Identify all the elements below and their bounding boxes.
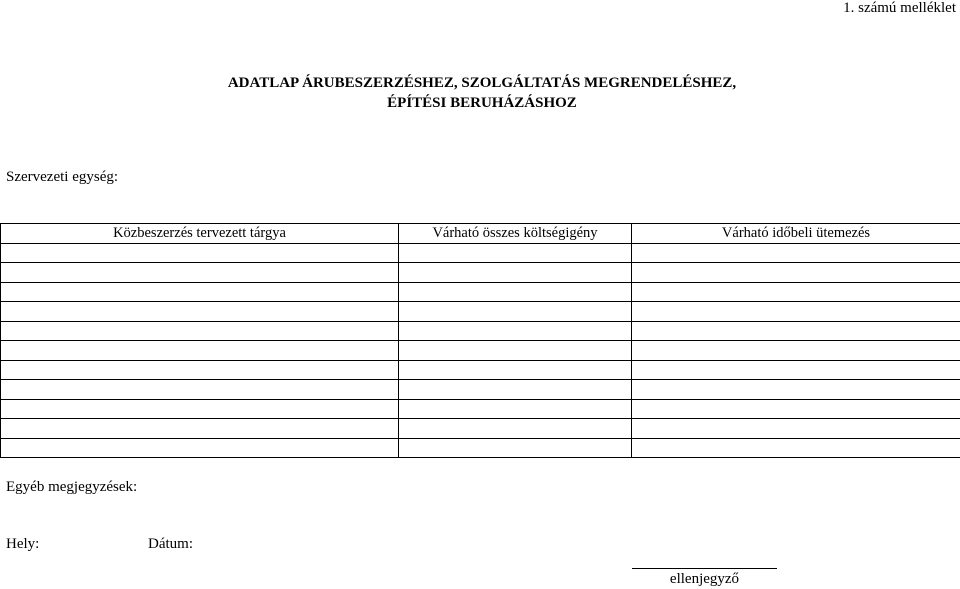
table-row bbox=[1, 302, 960, 322]
table-cell[interactable] bbox=[399, 380, 632, 400]
table-cell[interactable] bbox=[632, 282, 960, 302]
table-cell[interactable] bbox=[1, 341, 399, 361]
table-cell[interactable] bbox=[632, 302, 960, 322]
table-body bbox=[1, 243, 960, 458]
table-cell[interactable] bbox=[632, 341, 960, 361]
date-label: Dátum: bbox=[148, 536, 193, 552]
table-cell[interactable] bbox=[632, 360, 960, 380]
table-cell[interactable] bbox=[632, 321, 960, 341]
table-cell[interactable] bbox=[399, 243, 632, 263]
table-cell[interactable] bbox=[1, 321, 399, 341]
table-cell[interactable] bbox=[632, 243, 960, 263]
table-cell[interactable] bbox=[399, 341, 632, 361]
table-row bbox=[1, 380, 960, 400]
table-cell[interactable] bbox=[399, 419, 632, 439]
table-row bbox=[1, 263, 960, 283]
table-cell[interactable] bbox=[399, 360, 632, 380]
table-cell[interactable] bbox=[632, 399, 960, 419]
form-title-line-1: ADATLAP ÁRUBESZERZÉSHEZ, SZOLGÁLTATÁS MEGRENDELÉSHEZ, bbox=[227, 75, 737, 91]
table-cell[interactable] bbox=[1, 380, 399, 400]
table-row bbox=[1, 399, 960, 419]
table-cell[interactable] bbox=[1, 282, 399, 302]
table-cell[interactable] bbox=[399, 282, 632, 302]
organizational-unit-label: Szervezeti egység: bbox=[6, 169, 119, 185]
table-cell[interactable] bbox=[399, 399, 632, 419]
table-row bbox=[1, 243, 960, 263]
signature-line bbox=[632, 568, 777, 569]
table-cell[interactable] bbox=[632, 380, 960, 400]
table-cell[interactable] bbox=[632, 419, 960, 439]
table-row bbox=[1, 341, 960, 361]
table-cell[interactable] bbox=[1, 243, 399, 263]
signature-label: ellenjegyző bbox=[669, 571, 740, 587]
table-cell[interactable] bbox=[632, 263, 960, 283]
table-cell[interactable] bbox=[1, 399, 399, 419]
table-row bbox=[1, 360, 960, 380]
table-cell[interactable] bbox=[399, 321, 632, 341]
table-row bbox=[1, 321, 960, 341]
form-title-line-2: ÉPÍTÉSI BERUHÁZÁSHOZ bbox=[387, 95, 577, 111]
column-header-schedule: Várható időbeli ütemezés bbox=[632, 224, 960, 244]
table-row bbox=[1, 419, 960, 439]
place-label: Hely: bbox=[6, 536, 40, 552]
table-cell[interactable] bbox=[1, 438, 399, 458]
annex-label: 1. számú melléklet bbox=[843, 0, 956, 16]
table-cell[interactable] bbox=[1, 263, 399, 283]
table-cell[interactable] bbox=[1, 302, 399, 322]
table-cell[interactable] bbox=[399, 438, 632, 458]
table-row bbox=[1, 282, 960, 302]
table-cell[interactable] bbox=[399, 302, 632, 322]
column-header-subject: Közbeszerzés tervezett tárgya bbox=[1, 224, 399, 244]
procurement-plan-table bbox=[0, 223, 960, 458]
table-cell[interactable] bbox=[399, 263, 632, 283]
table-cell[interactable] bbox=[1, 419, 399, 439]
table-header-row bbox=[1, 224, 960, 244]
table-cell[interactable] bbox=[1, 360, 399, 380]
table-cell[interactable] bbox=[632, 438, 960, 458]
other-notes-label: Egyéb megjegyzések: bbox=[6, 479, 138, 495]
table-row bbox=[1, 438, 960, 458]
column-header-cost: Várható összes költségigény bbox=[399, 224, 632, 244]
form-title bbox=[0, 73, 960, 113]
